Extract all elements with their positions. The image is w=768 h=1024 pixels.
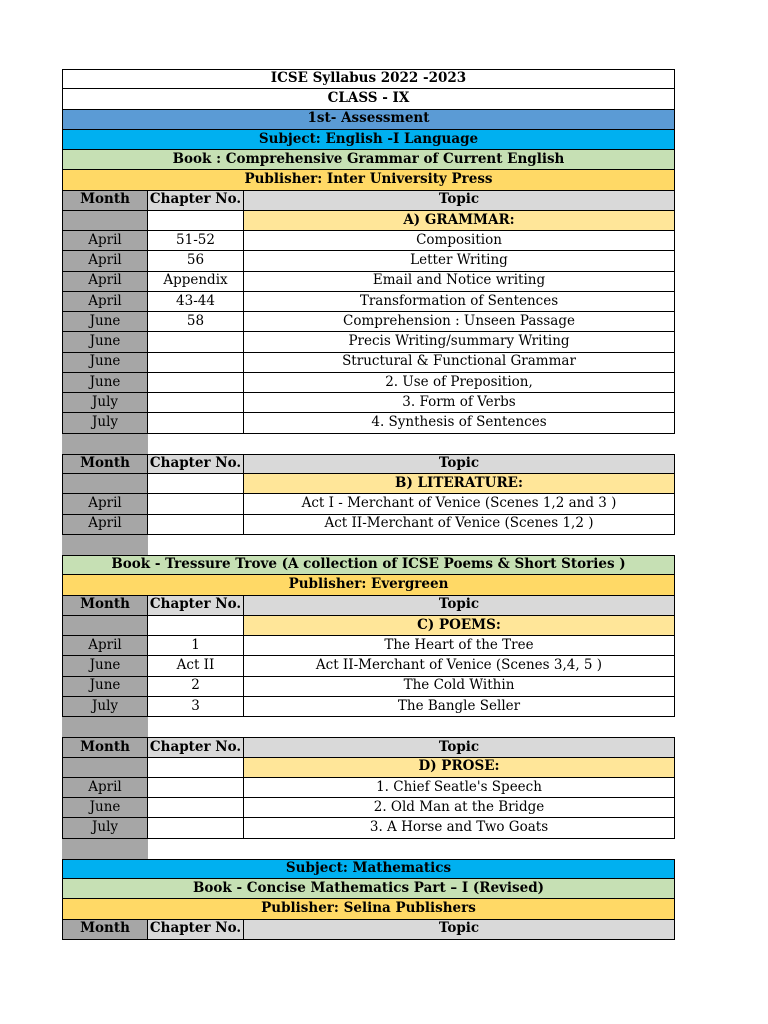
table-row	[62, 494, 675, 514]
topic-header: Topic	[244, 920, 675, 940]
sheet-title: ICSE Syllabus 2022 -2023	[62, 69, 675, 89]
topic-cell: Act I - Merchant of Venice (Scenes 1,2 and 3 )	[244, 494, 675, 514]
chapter-cell	[148, 332, 244, 352]
section-heading-row	[62, 616, 675, 636]
table-row	[62, 231, 675, 251]
topic-header: Topic	[244, 596, 675, 616]
month-cell: June	[62, 332, 148, 352]
month-cell: June	[62, 798, 148, 818]
month-cell: April	[62, 292, 148, 312]
table-row	[62, 697, 675, 717]
section-heading-poems: C) POEMS:	[244, 616, 675, 636]
chapter-header: Chapter No.	[148, 920, 244, 940]
topic-header: Topic	[244, 454, 675, 474]
publisher-selina: Publisher: Selina Publishers	[62, 899, 675, 919]
month-cell: July	[62, 413, 148, 433]
topic-cell: Act II-Merchant of Venice (Scenes 3,4, 5 )	[244, 656, 675, 676]
literature-rows	[62, 494, 675, 535]
month-cell: June	[62, 312, 148, 332]
month-cell: April	[62, 778, 148, 798]
publisher-evergreen: Publisher: Evergreen	[62, 575, 675, 595]
table-row	[62, 373, 675, 393]
topic-header: Topic	[244, 191, 675, 211]
month-cell: April	[62, 636, 148, 656]
section-heading-row	[62, 474, 675, 494]
table-header-row	[62, 920, 675, 940]
topic-cell: 3. A Horse and Two Goats	[244, 818, 675, 838]
month-cell: July	[62, 393, 148, 413]
table-header-row	[62, 596, 675, 616]
section-heading-prose: D) PROSE:	[244, 758, 675, 778]
book-concise-mathematics: Book - Concise Mathematics Part – I (Revised)	[62, 879, 675, 899]
section-heading-grammar: A) GRAMMAR:	[244, 211, 675, 231]
chapter-cell: 3	[148, 697, 244, 717]
topic-header: Topic	[244, 737, 675, 757]
subject-mathematics: Subject: Mathematics	[62, 859, 675, 879]
chapter-header: Chapter No.	[148, 191, 244, 211]
syllabus-sheet	[62, 69, 675, 940]
chapter-cell: 43-44	[148, 292, 244, 312]
assessment-label: 1st- Assessment	[62, 110, 675, 130]
month-cell: April	[62, 272, 148, 292]
topic-cell: Email and Notice writing	[244, 272, 675, 292]
subject-english: Subject: English -I Language	[62, 130, 675, 150]
grammar-rows	[62, 231, 675, 434]
table-row	[62, 413, 675, 433]
chapter-cell	[148, 373, 244, 393]
table-row	[62, 251, 675, 271]
topic-cell: 1. Chief Seatle's Speech	[244, 778, 675, 798]
table-row	[62, 312, 675, 332]
topic-cell: Act II-Merchant of Venice (Scenes 1,2 )	[244, 515, 675, 535]
month-cell: April	[62, 494, 148, 514]
month-header: Month	[62, 737, 148, 757]
topic-cell: Letter Writing	[244, 251, 675, 271]
table-row	[62, 515, 675, 535]
table-row	[62, 272, 675, 292]
month-cell: April	[62, 251, 148, 271]
month-header: Month	[62, 454, 148, 474]
table-header-row	[62, 737, 675, 757]
topic-cell: The Cold Within	[244, 677, 675, 697]
chapter-cell: Act II	[148, 656, 244, 676]
table-row	[62, 677, 675, 697]
month-cell: April	[62, 515, 148, 535]
month-cell: June	[62, 373, 148, 393]
topic-cell: 2. Old Man at the Bridge	[244, 798, 675, 818]
chapter-cell: 1	[148, 636, 244, 656]
chapter-cell: 51-52	[148, 231, 244, 251]
table-row	[62, 332, 675, 352]
chapter-cell	[148, 778, 244, 798]
table-row	[62, 353, 675, 373]
poems-rows	[62, 636, 675, 717]
month-header: Month	[62, 191, 148, 211]
chapter-cell: 58	[148, 312, 244, 332]
topic-cell: Transformation of Sentences	[244, 292, 675, 312]
table-header-row	[62, 191, 675, 211]
topic-cell: 2. Use of Preposition,	[244, 373, 675, 393]
chapter-cell: Appendix	[148, 272, 244, 292]
chapter-cell	[148, 413, 244, 433]
table-row	[62, 798, 675, 818]
table-header-row	[62, 454, 675, 474]
table-row	[62, 636, 675, 656]
table-row	[62, 292, 675, 312]
chapter-header: Chapter No.	[148, 737, 244, 757]
section-heading-literature: B) LITERATURE:	[244, 474, 675, 494]
table-row	[62, 393, 675, 413]
topic-cell: 4. Synthesis of Sentences	[244, 413, 675, 433]
chapter-cell: 56	[148, 251, 244, 271]
month-cell: July	[62, 697, 148, 717]
table-row	[62, 818, 675, 838]
month-cell: June	[62, 677, 148, 697]
topic-cell: 3. Form of Verbs	[244, 393, 675, 413]
chapter-cell	[148, 818, 244, 838]
topic-cell: The Heart of the Tree	[244, 636, 675, 656]
chapter-cell	[148, 393, 244, 413]
chapter-cell	[148, 353, 244, 373]
month-header: Month	[62, 596, 148, 616]
table-row	[62, 656, 675, 676]
book-grammar: Book : Comprehensive Grammar of Current English	[62, 150, 675, 170]
publisher-grammar: Publisher: Inter University Press	[62, 170, 675, 190]
topic-cell: Composition	[244, 231, 675, 251]
chapter-cell: 2	[148, 677, 244, 697]
chapter-cell	[148, 494, 244, 514]
topic-cell: Precis Writing/summary Writing	[244, 332, 675, 352]
chapter-cell	[148, 515, 244, 535]
month-cell: June	[62, 656, 148, 676]
topic-cell: The Bangle Seller	[244, 697, 675, 717]
prose-rows	[62, 778, 675, 839]
month-header: Month	[62, 920, 148, 940]
section-heading-row	[62, 758, 675, 778]
class-label: CLASS - IX	[62, 89, 675, 109]
topic-cell: Comprehension : Unseen Passage	[244, 312, 675, 332]
table-row	[62, 778, 675, 798]
book-treasure-trove: Book - Tressure Trove (A collection of ICSE Poems & Short Stories )	[62, 555, 675, 575]
month-cell: July	[62, 818, 148, 838]
section-heading-row	[62, 211, 675, 231]
month-cell: April	[62, 231, 148, 251]
topic-cell: Structural & Functional Grammar	[244, 353, 675, 373]
month-cell: June	[62, 353, 148, 373]
chapter-header: Chapter No.	[148, 596, 244, 616]
chapter-cell	[148, 798, 244, 818]
chapter-header: Chapter No.	[148, 454, 244, 474]
